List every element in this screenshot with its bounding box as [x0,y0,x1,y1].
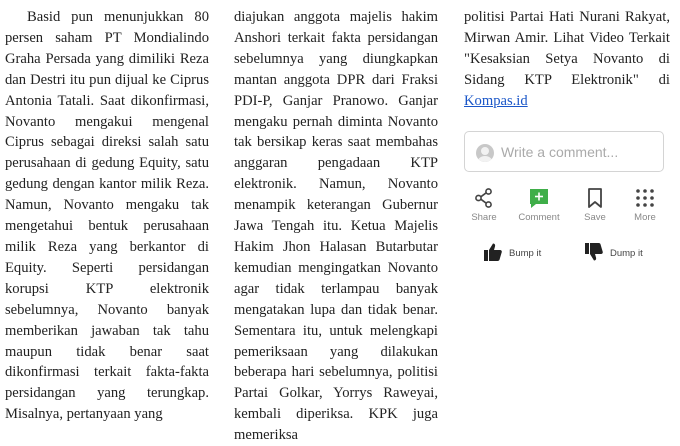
more-grid-icon [634,187,656,209]
comment-button[interactable] [514,187,564,223]
share-label: Share [471,212,497,223]
bump-it-label: Bump it [509,248,542,259]
kompas-id-link[interactable]: Kompas.id [464,92,528,109]
dump-it-button[interactable] [584,242,643,265]
thumbs-down-icon [584,242,610,265]
article-paragraph [464,7,670,112]
comment-input[interactable] [501,142,656,162]
bookmark-icon [584,187,606,209]
article-paragraph: Basid pun menunjukkan 80 persen saham PT Mondialindo Graha Persada yang dimiliki Reza dan Destri itu pun dijual ke Ciprus Antonia Tatali. Saat dikonfirmasi, Novanto mengakui mengenal Ciprus sebagai direksi salah satu perusahaan di gedung Equity, satu gedung dengan kantor milik Reza. Namun, Novanto mengaku tak mengetahui bentuk perusahaan milik Reza yang berkantor di Equity. Seperti persidangan korupsi KTP elektronik sebelumnya, Novanto banyak memberikan jawaban tak tahu maupun tidak benar saat dikonfirmasi terkait fakta-fakta persidangan yang terungkap. Misalnya, pertanyaan yang [5,9,209,423]
share-button[interactable] [459,187,509,223]
user-avatar-icon [476,144,494,162]
article-column-1 [5,7,209,425]
bump-it-button[interactable] [483,242,541,265]
comment-plus-icon [528,187,550,209]
article-column-2 [234,7,438,446]
article-column-3 [464,7,670,112]
comment-label: Comment [518,212,560,223]
article-text: politisi Partai Hati Nurani Rakyat, Mirwan Amir. Lihat Video Terkait "Kesaksian Setya Novanto di Sidang KTP Elektronik" di [464,9,670,88]
share-icon [473,187,495,209]
more-button[interactable] [620,187,670,223]
save-button[interactable] [570,187,620,223]
thumbs-up-icon [483,242,509,265]
save-label: Save [584,212,606,223]
more-label: More [634,212,656,223]
article-paragraph: diajukan anggota majelis hakim Anshori terkait fakta persidangan sebelumnya yang diungkapkan mantan anggota DPR dari Fraksi PDI-P, Ganjar Pranowo. Ganjar mengaku pernah diminta Novanto tak bersikap keras saat membahas anggaran pengadaan KTP elektronik. Namun, Novanto menampik keterangan Gubernur Jawa Tengah itu. Ketua Majelis Hakim Jhon Halasan Butarbutar kemudian mengingatkan Novanto agar tidak terlampau banyak mengatakan lupa dan tidak benar. Sementara itu, untuk melengkapi pemeriksaan yang dilakukan beberapa hari sebelumnya, politisi Partai Golkar, Yorrys Raweyai, kembali diperiksa. KPK juga memeriksa [234,9,438,444]
dump-it-label: Dump it [610,248,643,259]
comment-box[interactable] [464,131,664,172]
